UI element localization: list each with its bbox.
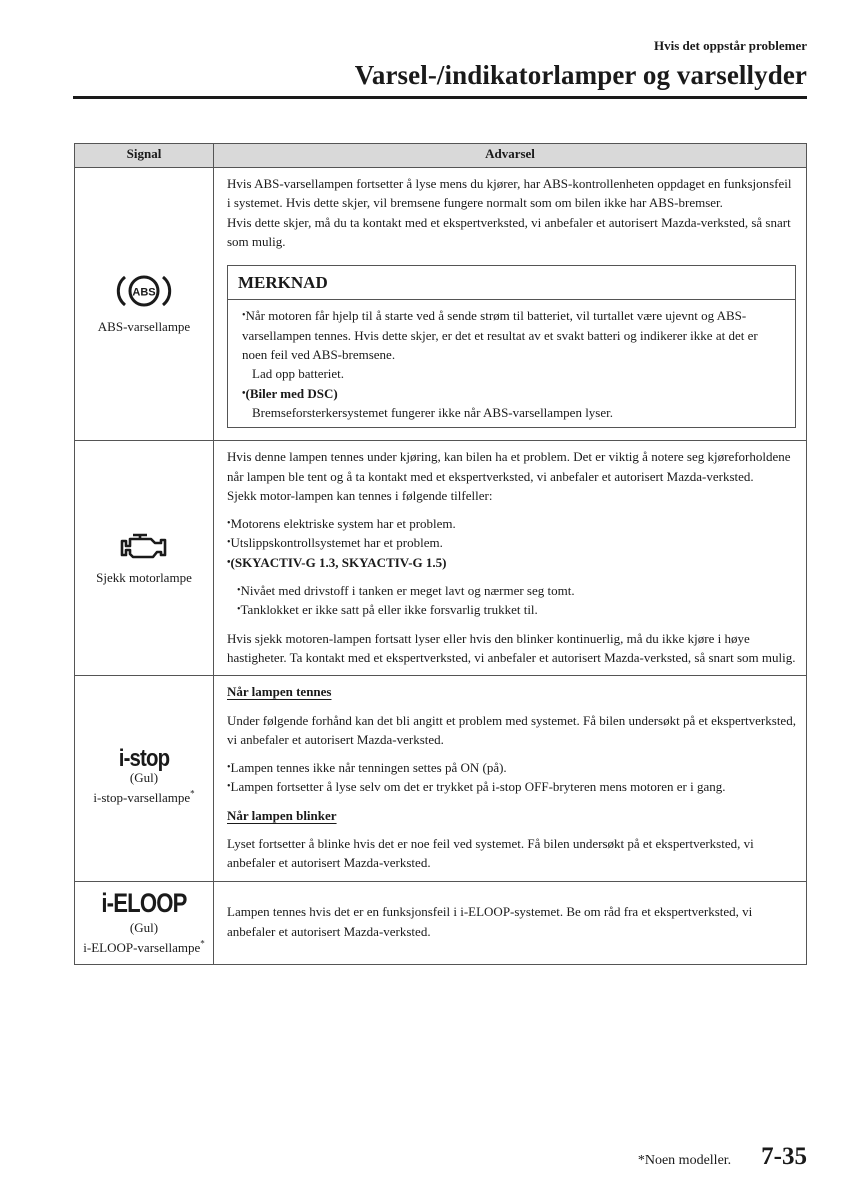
note-title: MERKNAD — [228, 266, 795, 300]
page-number: 7-35 — [761, 1143, 807, 1170]
page-footer — [638, 1143, 807, 1171]
engine-paragraph-1: Hvis denne lampen tennes under kjøring, kan bilen ha et problem. Det er viktig å notere seg kjøreforholdene når lampen ble tent og å ta kontakt med et ekspertverksted, vi anbefaler et autorisert Mazda-verksted. — [227, 449, 791, 484]
column-header-signal: Signal — [75, 144, 214, 168]
signal-caption-ieloop: i-ELOOP-varsellampe* — [83, 938, 205, 955]
signal-cell-engine — [75, 441, 214, 676]
abs-paragraph-2: Hvis dette skjer, må du ta kontakt med et ekspertverksted, vi anbefaler et autorisert Mazda-verksted, så snart som mulig. — [227, 214, 791, 249]
signal-caption-abs: ABS-varsellampe — [97, 319, 191, 335]
signal-cell-abs — [75, 168, 214, 441]
engine-paragraph-2: Sjekk motor-lampen kan tennes i følgende tilfeller: — [227, 487, 493, 503]
abs-icon-label: ABS — [132, 286, 156, 299]
table-row-engine — [75, 441, 807, 676]
list-item: •(Biler med DSC) — [242, 385, 338, 401]
note-body — [228, 300, 795, 427]
column-header-warning: Advarsel — [214, 144, 807, 168]
abs-paragraph-1: Hvis ABS-varsellampen fortsetter å lyse mens du kjører, har ABS-kontrollenheten oppdaget en funksjonsfeil i systemet. Hvis dette skjer, vil bremsene fungere normalt som om bilen ikke har ABS-bremser. — [227, 176, 792, 211]
list-item-continuation: Lad opp batteriet. — [252, 366, 345, 382]
section-label: Hvis det oppstår problemer — [654, 38, 807, 53]
check-engine-icon — [117, 528, 171, 562]
note-box — [227, 265, 796, 428]
signal-cell-istop — [75, 676, 214, 881]
signal-caption-engine: Sjekk motorlampe — [96, 570, 192, 586]
signal-color-istop: (Gul) — [129, 770, 159, 786]
signal-caption-istop: i-stop-varsellampe* — [93, 788, 195, 806]
subheading-lamp-blinking: Når lampen blinker — [227, 807, 337, 823]
table-row-abs — [75, 168, 807, 441]
sub-list-item: •Tanklokket er ikke satt på eller ikke forsvarlig trukket til. — [237, 602, 538, 618]
signal-color-ieloop: (Gul) — [129, 919, 159, 935]
list-item: •Utslippskontrollsystemet har et problem. — [227, 535, 443, 551]
istop-paragraph-1: Under følgende forhånd kan det bli angitt et problem med systemet. Få bilen undersøkt på et ekspertverksted, vi anbefaler et autorisert Mazda-verksted. — [227, 712, 796, 747]
table-header-row — [75, 144, 807, 168]
istop-paragraph-2: Lyset fortsetter å blinke hvis det er noe feil ved systemet. Få bilen undersøkt på et ekspertverksted, vi anbefaler et autorisert Mazda-verksted. — [227, 836, 754, 871]
list-item: •Lampen tennes ikke når tenningen settes på ON (på). — [227, 760, 507, 776]
table-row-ieloop — [75, 881, 807, 964]
warning-cell-istop — [214, 676, 807, 881]
list-item: •(SKYACTIV-G 1.3, SKYACTIV-G 1.5) — [227, 554, 447, 570]
subheading-lamp-on: Når lampen tennes — [227, 684, 332, 700]
page-title: Varsel-/indikatorlamper og varsellyder — [354, 60, 807, 90]
warning-cell-abs — [214, 168, 807, 441]
header-rule — [73, 96, 807, 99]
list-item: •Når motoren får hjelp til å starte ved å sende strøm til batteriet, vil turtallet være ujevnt og ABS-varsellampen tennes. Hvis dette skjer, er det et resultat av et svakt batteri og indikerer ikke at det er noen feil ved ABS-bremsene. — [242, 308, 758, 363]
sub-list-item: •Nivået med drivstoff i tanken er meget lavt og nærmer seg tomt. — [237, 583, 575, 599]
engine-paragraph-3: Hvis sjekk motoren-lampen fortsatt lyser eller hvis den blinker kontinuerlig, må du ikke kjøre i høye hastigheter. Ta kontakt med et ekspertverksted, vi anbefaler et autorisert Mazda-verksted, så snart som mulig. — [227, 630, 796, 665]
warning-cell-engine — [214, 441, 807, 676]
list-item-continuation: Bremseforsterkersystemet fungerer ikke når ABS-varsellampen lyser. — [252, 404, 613, 420]
signal-cell-ieloop — [75, 881, 214, 964]
footnote: *Noen modeller. — [637, 1153, 732, 1168]
table-row-istop — [75, 676, 807, 881]
ieloop-icon: i-ELOOP — [101, 887, 187, 918]
abs-warning-icon — [116, 271, 172, 311]
warning-cell-ieloop — [214, 881, 807, 964]
warning-table — [74, 143, 807, 965]
list-item: •Lampen fortsetter å lyse selv om det er trykket på i-stop OFF-bryteren mens motoren er i gang. — [227, 779, 726, 795]
page-header — [355, 38, 807, 91]
list-item: •Motorens elektriske system har et problem. — [227, 516, 456, 532]
istop-icon: i-stop — [118, 744, 170, 772]
ieloop-paragraph-1: Lampen tennes hvis det er en funksjonsfeil i i-ELOOP-systemet. Be om råd fra et ekspertverksted, vi anbefaler et autorisert Mazda-verksted. — [227, 904, 753, 939]
